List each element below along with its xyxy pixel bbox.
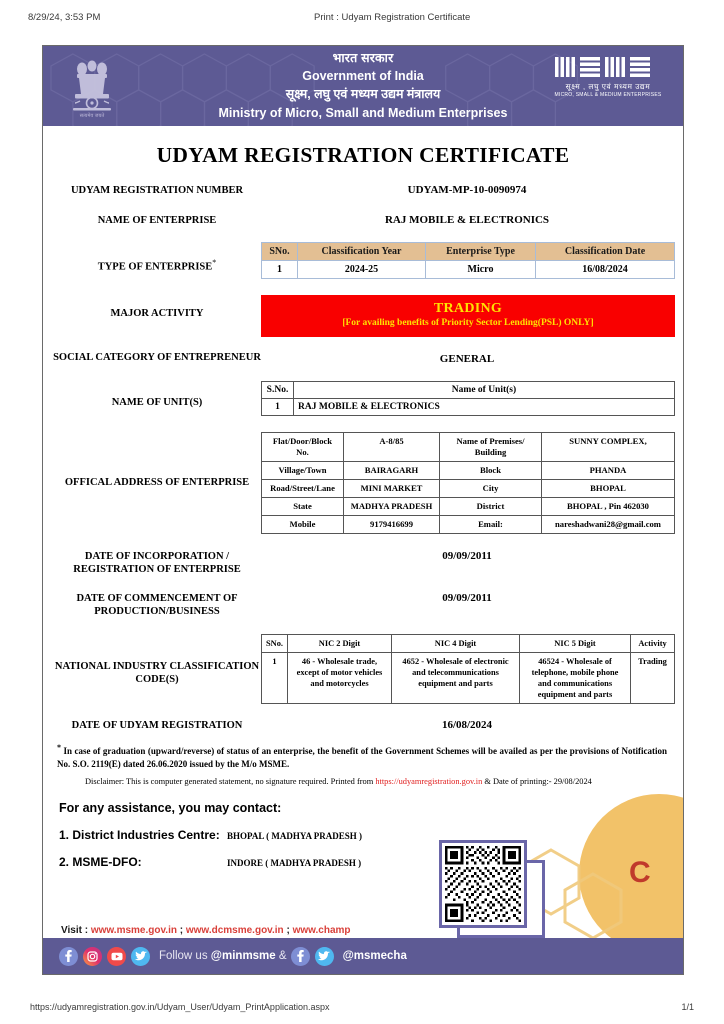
- row-major-activity: [53, 293, 673, 337]
- unit-header-row: [262, 382, 675, 399]
- row-date-udyam-registration: [53, 717, 673, 732]
- label-enterprise-type-star: *: [212, 258, 217, 267]
- label-date-commencement: DATE OF COMMENCEMENT OF PRODUCTION/BUSINESS: [76, 593, 238, 617]
- footnote-star: *: [57, 743, 61, 752]
- nic-cell-sno: 1: [262, 653, 288, 704]
- table-row: [262, 433, 675, 462]
- address-key-state: State: [262, 498, 344, 516]
- row-social-category: [53, 351, 673, 365]
- msme-logo: [545, 54, 671, 99]
- address-key-email: Email:: [440, 516, 542, 534]
- visit-sep-1: ;: [176, 925, 186, 936]
- address-value-city: BHOPAL: [542, 480, 675, 498]
- classification-table: [261, 242, 675, 279]
- address-key-mobile: Mobile: [262, 516, 344, 534]
- footnote: [53, 741, 673, 771]
- nic-cell-4digit: 4652 - Wholesale of electronic and telecommunications equipment and parts: [392, 653, 520, 704]
- disclaimer-prefix: Disclaimer: This is computer generated statement, no signature required. Printed from: [85, 777, 376, 786]
- address-key-district: District: [440, 498, 542, 516]
- classification-header-date: Classification Date: [536, 243, 675, 261]
- value-nic-codes: [261, 632, 675, 704]
- unit-table: [261, 381, 675, 416]
- table-row: [262, 498, 675, 516]
- row-enterprise-type: [53, 240, 673, 279]
- classification-cell-year: 2024-25: [298, 261, 426, 279]
- address-key-road: Road/Street/Lane: [262, 480, 344, 498]
- contact-value-dic: BHOPAL ( MADHYA PRADESH ): [227, 831, 363, 841]
- address-value-premises: SUNNY COMPLEX,: [542, 433, 675, 462]
- value-unit-names: [261, 379, 675, 416]
- value-major-activity: [261, 293, 675, 337]
- address-key-village: Village/Town: [262, 462, 344, 480]
- disclaimer: [53, 776, 673, 788]
- visit-link-champions[interactable]: www.champ: [292, 925, 351, 936]
- address-key-city: City: [440, 480, 542, 498]
- print-footer: [0, 1002, 724, 1012]
- certificate-title: UDYAM REGISTRATION CERTIFICATE: [156, 143, 570, 167]
- major-activity-sub: [For availing benefits of Priority Sector Lending(PSL) ONLY]: [342, 318, 594, 328]
- classification-header-type: Enterprise Type: [426, 243, 536, 261]
- label-registration-number: UDYAM REGISTRATION NUMBER: [70, 185, 244, 196]
- address-value-road: MINI MARKET: [344, 480, 440, 498]
- banner-hindi-government: भारत सरकार: [332, 51, 394, 65]
- label-enterprise-type: [53, 240, 261, 274]
- address-value-email: nareshadwani28@gmail.com: [542, 516, 675, 534]
- label-major-activity: MAJOR ACTIVITY: [110, 308, 204, 319]
- row-date-incorporation: [53, 548, 673, 576]
- classification-cell-type: Micro: [426, 261, 536, 279]
- print-title: Print : Udyam Registration Certificate: [314, 12, 471, 23]
- handle-msmecha[interactable]: @msmecha: [342, 950, 407, 962]
- decorative-letter: C: [629, 856, 651, 889]
- value-date-incorporation: 09/09/2011: [442, 550, 492, 562]
- contact-row-dic: [53, 828, 673, 842]
- msme-wordmark-icon: [553, 54, 663, 80]
- table-row: [262, 480, 675, 498]
- assistance-heading: For any assistance, you may contact:: [59, 801, 282, 815]
- nic-header-4digit: NIC 4 Digit: [392, 635, 520, 653]
- value-official-address: [261, 430, 675, 534]
- visit-link-msme[interactable]: www.msme.gov.in: [90, 925, 177, 936]
- twitter-icon[interactable]: [131, 947, 150, 966]
- visit-links: [43, 925, 683, 936]
- disclaimer-link[interactable]: https://udyamregistration.gov.in: [375, 777, 483, 786]
- msme-logo-hindi: सूक्ष्म , लघु एवं मध्यम उद्यम: [565, 82, 651, 91]
- value-registration-number: UDYAM-MP-10-0090974: [407, 184, 527, 196]
- nic-cell-5digit: 46524 - Wholesale of telephone, mobile phone and communications equipment and parts: [520, 653, 631, 704]
- major-activity-banner: [261, 295, 675, 337]
- label-enterprise-name: NAME OF ENTERPRISE: [97, 215, 217, 226]
- nic-header-2digit: NIC 2 Digit: [288, 635, 392, 653]
- print-header: [0, 12, 724, 23]
- contact-label-dfo: 2. MSME-DFO:: [59, 855, 142, 869]
- value-date-udyam-registration: 16/08/2024: [441, 719, 493, 731]
- label-unit-names: NAME OF UNIT(S): [111, 397, 203, 408]
- visit-sep-2: ;: [283, 925, 293, 936]
- row-date-commencement: [53, 590, 673, 618]
- social-footer-bar: [43, 938, 683, 974]
- major-activity-main: TRADING: [433, 301, 503, 316]
- address-table: [261, 432, 675, 534]
- qr-code[interactable]: [439, 840, 527, 928]
- banner-english-ministry: Ministry of Micro, Small and Medium Enterprises: [218, 106, 508, 120]
- table-row: [262, 653, 675, 704]
- contact-label-dic: 1. District Industries Centre:: [59, 828, 220, 842]
- nic-header-activity: Activity: [631, 635, 675, 653]
- facebook-icon[interactable]: [59, 947, 78, 966]
- certificate-frame: [42, 45, 684, 975]
- qr-code-icon: [445, 846, 521, 922]
- label-enterprise-type-text: TYPE OF ENTERPRISE: [97, 261, 213, 273]
- address-value-mobile: 9179416699: [344, 516, 440, 534]
- certificate-banner: [43, 46, 683, 126]
- address-key-flat: Flat/Door/Block No.: [262, 433, 344, 462]
- classification-header-row: [262, 243, 675, 261]
- print-datetime: 8/29/24, 3:53 PM: [28, 12, 101, 23]
- contact-value-dfo: INDORE ( MADHYA PRADESH ): [227, 858, 362, 868]
- label-social-category: SOCIAL CATEGORY OF ENTREPRENEUR: [53, 352, 261, 363]
- label-nic-codes: NATIONAL INDUSTRY CLASSIFICATION CODE(S): [54, 661, 260, 685]
- youtube-icon[interactable]: [107, 947, 126, 966]
- value-enterprise-name: RAJ MOBILE & ELECTRONICS: [384, 214, 550, 226]
- table-row: [262, 462, 675, 480]
- unit-cell-name: RAJ MOBILE & ELECTRONICS: [294, 399, 675, 416]
- nic-table: [261, 634, 675, 704]
- address-value-village: BAIRAGARH: [344, 462, 440, 480]
- handle-minmsme[interactable]: @minmsme: [210, 950, 276, 962]
- classification-cell-date: 16/08/2024: [536, 261, 675, 279]
- print-footer-url: https://udyamregistration.gov.in/Udyam_User/Udyam_PrintApplication.aspx: [30, 1002, 330, 1012]
- unit-cell-sno: 1: [262, 399, 294, 416]
- nic-header-row: [262, 635, 675, 653]
- unit-header-sno: S.No.: [262, 382, 294, 399]
- row-official-address: [53, 430, 673, 534]
- certificate-body: [43, 143, 683, 869]
- value-social-category: GENERAL: [439, 353, 495, 365]
- address-key-block: Block: [440, 462, 542, 480]
- visit-prefix: Visit :: [61, 925, 91, 936]
- value-date-commencement: 09/09/2011: [442, 592, 492, 604]
- follow-label: Follow us: [159, 950, 211, 962]
- visit-link-dcmsme[interactable]: www.dcmsme.gov.in: [185, 925, 284, 936]
- row-unit-names: [53, 379, 673, 416]
- disclaimer-suffix: & Date of printing:- 29/08/2024: [482, 777, 592, 786]
- follow-amp: &: [275, 950, 287, 962]
- address-value-flat: A-8/85: [344, 433, 440, 462]
- msme-logo-english: MICRO, SMALL & MEDIUM ENTERPRISES: [554, 92, 662, 98]
- row-nic-codes: [53, 632, 673, 704]
- svg-text:सत्यमेव जयते: सत्यमेव जयते: [79, 113, 105, 119]
- instagram-icon[interactable]: [83, 947, 102, 966]
- label-date-udyam-registration: DATE OF UDYAM REGISTRATION: [71, 720, 243, 731]
- address-key-premises: Name of Premises/ Building: [440, 433, 542, 462]
- address-value-district: BHOPAL , Pin 462030: [542, 498, 675, 516]
- follow-us-text: [159, 950, 287, 962]
- banner-hindi-ministry: सूक्ष्म, लघु एवं मध्यम उद्यम मंत्रालय: [285, 87, 441, 101]
- classification-header-sno: SNo.: [262, 243, 298, 261]
- row-enterprise-name: [53, 212, 673, 227]
- nic-header-5digit: NIC 5 Digit: [520, 635, 631, 653]
- label-date-incorporation: DATE OF INCORPORATION / REGISTRATION OF ENTERPRISE: [73, 551, 241, 575]
- classification-header-year: Classification Year: [298, 243, 426, 261]
- value-enterprise-type: [261, 240, 675, 279]
- nic-cell-activity: Trading: [631, 653, 675, 704]
- table-row: [262, 516, 675, 534]
- nic-header-sno: SNo.: [262, 635, 288, 653]
- label-official-address: OFFICAL ADDRESS OF ENTERPRISE: [64, 477, 250, 488]
- print-footer-page: 1/1: [681, 1002, 694, 1012]
- unit-header-name: Name of Unit(s): [294, 382, 675, 399]
- address-value-state: MADHYA PRADESH: [344, 498, 440, 516]
- nic-cell-2digit: 46 - Wholesale trade, except of motor vehicles and motorcycles: [288, 653, 392, 704]
- facebook-icon-2[interactable]: [291, 947, 310, 966]
- table-row: [262, 261, 675, 279]
- twitter-icon-2[interactable]: [315, 947, 334, 966]
- banner-english-government: Government of India: [302, 69, 424, 83]
- table-row: [262, 399, 675, 416]
- classification-cell-sno: 1: [262, 261, 298, 279]
- handle-msmecha-wrap: [343, 950, 407, 962]
- row-registration-number: [53, 182, 673, 197]
- footnote-text: In case of graduation (upward/reverse) of status of an enterprise, the benefit of the Government Schemes will be availed as per the provisions of Notification No. S.O. 2119(E) dated 26.06.2020 issued by the M/o MSME.: [57, 746, 668, 769]
- address-value-block: PHANDA: [542, 462, 675, 480]
